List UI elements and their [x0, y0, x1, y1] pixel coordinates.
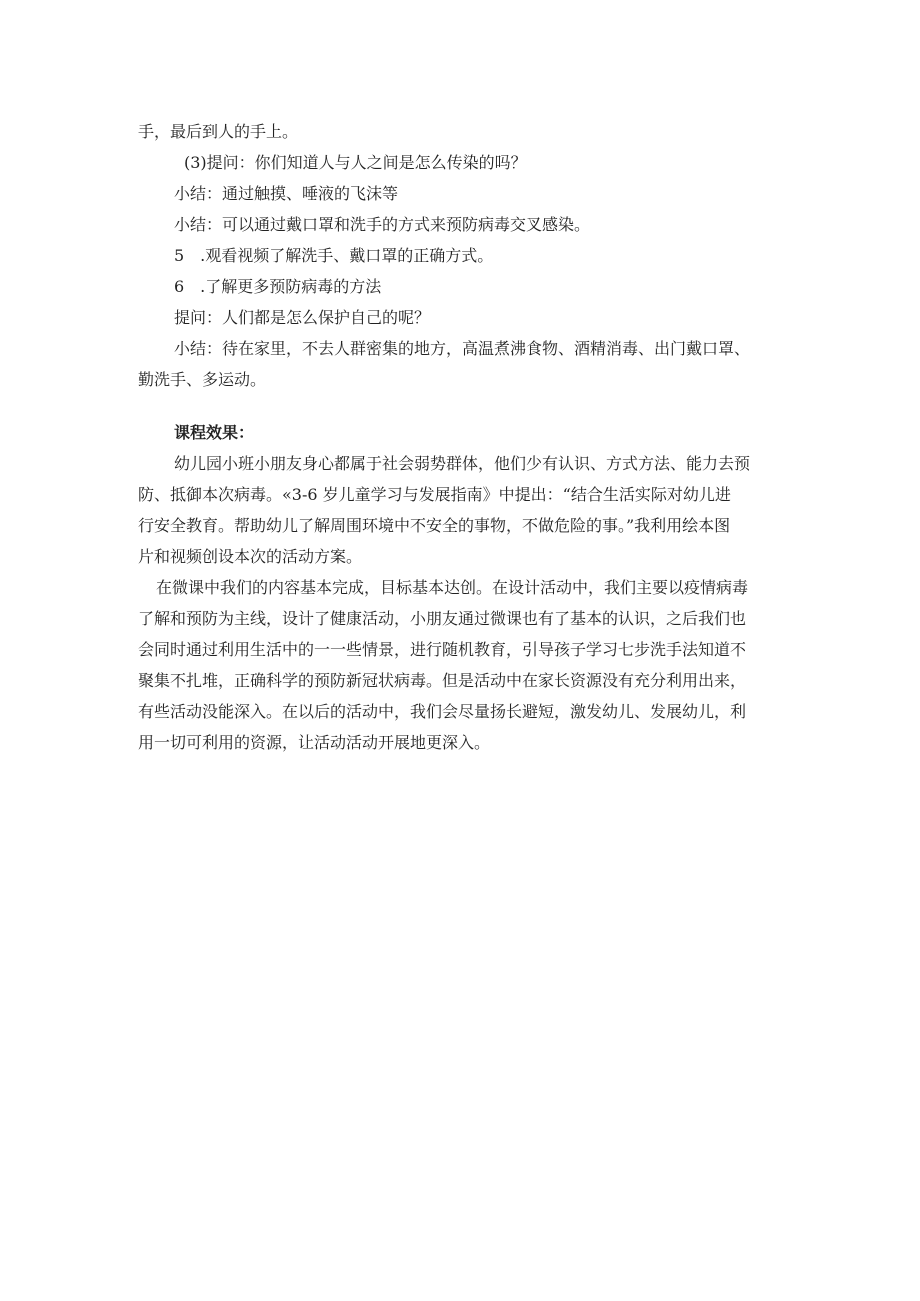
paragraph-line: 幼儿园小班小朋友身心都属于社会弱势群体，他们少有认识、方式方法、能力去预	[174, 454, 751, 473]
paragraph-line: 在微课中我们的内容基本完成，目标基本达创。在设计活动中，我们主要以疫情病毒	[156, 578, 749, 597]
summary-line: 小结：可以通过戴口罩和洗手的方式来预防病毒交叉感染。	[174, 215, 591, 234]
document-body	[138, 116, 786, 758]
step-line: 5 .观看视频了解洗手、戴口罩的正确方式。	[174, 246, 494, 265]
paragraph-line: 了解和预防为主线，设计了健康活动，小朋友通过微课也有了基本的认识，之后我们也	[138, 609, 747, 628]
paragraph-1	[138, 448, 786, 572]
summary-line: 小结：待在家里，不去人群密集的地方，高温煮沸食物、酒精消毒、出门戴口罩、	[174, 339, 751, 358]
paragraph-line: 行安全教育。帮助幼儿了解周围环境中不安全的事物，不做危险的事。”我利用绘本图	[138, 516, 731, 535]
paragraph-line: 片和视频创设本次的活动方案。	[138, 547, 363, 566]
spacer	[138, 395, 786, 417]
text-line: 手，最后到人的手上。	[138, 122, 299, 141]
summary-line: 小结：通过触摸、唾液的飞沫等	[174, 184, 399, 203]
paragraph-line: 会同时通过利用生活中的一一些情景，进行随机教育，引导孩子学习七步洗手法知道不	[138, 640, 747, 659]
paragraph-line: 聚集不扎堆，正确科学的预防新冠状病毒。但是活动中在家长资源没有充分利用出来，	[138, 671, 747, 690]
question-line: 提问：人们都是怎么保护自己的呢？	[174, 308, 431, 327]
paragraph-2	[138, 572, 786, 758]
step-line: 6 .了解更多预防病毒的方法	[174, 277, 382, 296]
paragraph-line: 用一切可利用的资源，让活动活动开展地更深入。	[138, 733, 491, 752]
question-line: (3)提问：你们知道人与人之间是怎么传染的吗？	[184, 153, 527, 172]
paragraph-line: 有些活动没能深入。在以后的活动中，我们会尽量扬长避短，激发幼儿、发展幼儿，利	[138, 702, 747, 721]
text-line: 勤洗手、多运动。	[138, 370, 267, 389]
section-heading: 课程效果：	[174, 423, 255, 442]
paragraph-line: 防、抵御本次病毒。«3-6 岁儿童学习与发展指南》中提出：“结合生活实际对幼儿进	[138, 485, 731, 504]
